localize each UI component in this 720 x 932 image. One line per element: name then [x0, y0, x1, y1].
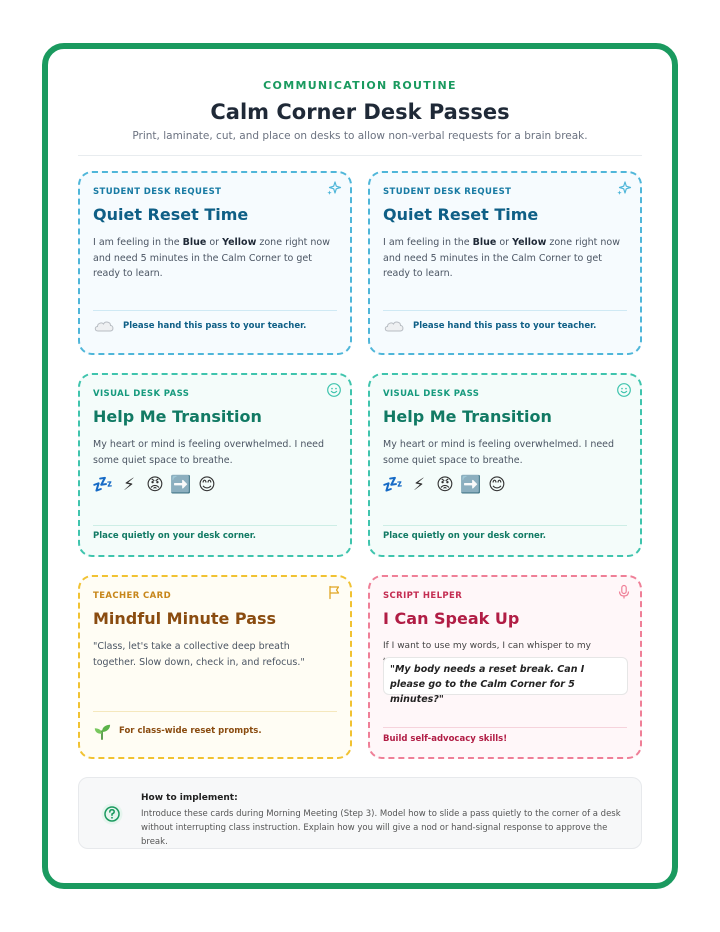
question-icon	[101, 803, 123, 825]
quiet-reset-card-left	[78, 171, 352, 355]
sparkle-icon	[616, 180, 632, 196]
right-arrow-emoji: ➡️	[170, 475, 192, 495]
card-divider	[93, 711, 337, 712]
sparkle-icon	[326, 180, 342, 196]
header-divider	[78, 155, 642, 156]
card-footer: Please hand this pass to your teacher.	[383, 318, 596, 334]
how-to-implement	[78, 777, 642, 849]
card-footer: Place quietly on your desk corner.	[383, 531, 546, 541]
card-divider	[383, 727, 627, 728]
card-label: VISUAL DESK PASS	[383, 389, 480, 399]
card-heading: Help Me Transition	[383, 407, 552, 426]
zzz-emoji: 💤	[92, 475, 114, 495]
help-transition-card-right	[368, 373, 642, 557]
card-label: VISUAL DESK PASS	[93, 389, 190, 399]
quiet-reset-card-right	[368, 171, 642, 355]
card-label: SCRIPT HELPER	[383, 591, 463, 601]
page-frame	[42, 43, 678, 889]
card-footer: Place quietly on your desk corner.	[93, 531, 256, 541]
card-body: My heart or mind is feeling overwhelmed. I need some quiet space to breathe.	[383, 439, 615, 466]
thought-cloud-icon	[383, 318, 405, 334]
card-divider	[383, 310, 627, 311]
card-heading: Quiet Reset Time	[383, 205, 539, 224]
lightning-emoji: ⚡	[123, 475, 135, 495]
card-heading: Help Me Transition	[93, 407, 262, 426]
zone-blue: Blue	[472, 237, 497, 248]
page-header	[78, 79, 642, 142]
card-body: I am feeling in the Blue or Yellow zone right now and need 5 minutes in the Calm Corner to get ready to learn.	[383, 237, 621, 279]
card-footer: Please hand this pass to your teacher.	[93, 318, 306, 334]
zone-yellow: Yellow	[512, 237, 547, 248]
speak-up-card	[368, 575, 642, 759]
howto-title: How to implement:	[141, 793, 238, 803]
card-body: "Class, let's take a collective deep breath together. Slow down, check in, and refocus."	[93, 641, 305, 668]
card-divider	[93, 310, 337, 311]
emoji-row	[93, 475, 217, 495]
mindful-minute-card	[78, 575, 352, 759]
card-body: My heart or mind is feeling overwhelmed. I need some quiet space to breathe.	[93, 439, 325, 466]
eyebrow: COMMUNICATION ROUTINE	[263, 79, 457, 92]
card-label: TEACHER CARD	[93, 591, 172, 601]
card-body: I am feeling in the Blue or Yellow zone right now and need 5 minutes in the Calm Corner to get ready to learn.	[93, 237, 331, 279]
zone-yellow: Yellow	[222, 237, 257, 248]
card-footer: Build self-advocacy skills!	[383, 734, 508, 744]
microphone-icon	[616, 584, 632, 600]
page-subtitle: Print, laminate, cut, and place on desks to allow non-verbal requests for a brain break.	[132, 130, 588, 142]
card-label: STUDENT DESK REQUEST	[93, 187, 222, 197]
card-divider	[383, 525, 627, 526]
howto-body: Introduce these cards during Morning Meeting (Step 3). Model how to slide a pass quietly to the corner of a desk without interrupting class instruction. Explain how you will give a nod or hand-signal response to approve the break.	[141, 809, 621, 847]
smile-icon	[616, 382, 632, 398]
card-heading: Quiet Reset Time	[93, 205, 249, 224]
angry-face-emoji: 😡	[436, 475, 454, 495]
thought-cloud-icon	[93, 318, 115, 334]
zzz-emoji: 💤	[382, 475, 404, 495]
smiling-face-emoji: 😊	[198, 475, 216, 495]
right-arrow-emoji: ➡️	[460, 475, 482, 495]
card-footer: For class-wide reset prompts.	[93, 722, 262, 740]
card-label: STUDENT DESK REQUEST	[383, 187, 512, 197]
card-heading: Mindful Minute Pass	[93, 609, 277, 628]
flag-icon	[326, 584, 342, 600]
seedling-icon	[93, 722, 111, 740]
help-transition-card-left	[78, 373, 352, 557]
smile-icon	[326, 382, 342, 398]
zone-blue: Blue	[182, 237, 207, 248]
card-heading: I Can Speak Up	[383, 609, 520, 628]
card-body: If I want to use my words, I can whisper to my	[383, 641, 591, 651]
script-quote: "My body needs a reset break. Can I please go to the Calm Corner for 5 minutes?"	[383, 657, 628, 695]
emoji-row	[383, 475, 507, 495]
smiling-face-emoji: 😊	[488, 475, 506, 495]
lightning-emoji: ⚡	[413, 475, 425, 495]
card-divider	[93, 525, 337, 526]
page-title: Calm Corner Desk Passes	[210, 100, 510, 124]
angry-face-emoji: 😡	[146, 475, 164, 495]
